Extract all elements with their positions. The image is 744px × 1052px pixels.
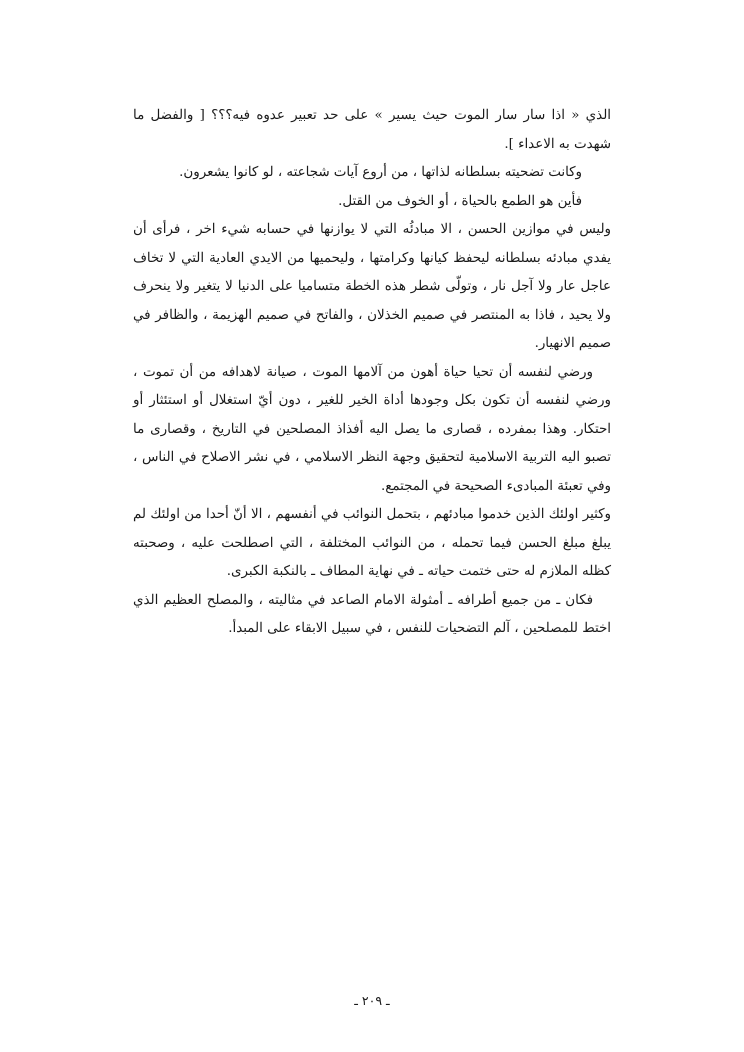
page-body [133,102,611,644]
paragraph: وليس في موازين الحسن ، الا مبادئُه التي لا يوازنها في حسابه شيء اخر ، فرأى أن يفدي مبادئه بسلطانه ليحفظ كيانها وكرامتها ، وليحميها من الايدي العادية التي لا تخاف عاجل عار ولا آجل نار ، وتولّى شطر هذه الخطة متساميا على الدنيا لا يتغير ولا ينحرف ولا يحيد ، فاذا به المنتصر في صميم الخذلان ، والفاتح في صميم الهزيمة ، والظافر في صميم الانهيار. [133,222,611,351]
paragraph: وكثير اولئك الذين خدموا مبادئهم ، بتحمل النوائب في أنفسهم ، الا أنّ أحدا من اولئك لم يبلغ مبلغ الحسن فيما تحمله ، من النوائب المختلفة ، التي اصطلحت عليه ، وصحبته كظله الملازم له حتى ختمت حياته ـ في نهاية المطاف ـ بالنكبة الكبرى. [133,507,611,579]
page-number: ـ ٢٠٩ ـ [354,993,390,1008]
paragraph: الذي « اذا سار سار الموت حيث يسير » على حد تعبير عدوه فيه؟؟؟ [ والفضل ما شهدت به الاعداء ]. [133,108,611,152]
paragraph: فكان ـ من جميع أطرافه ـ أمثولة الامام الصاعد في مثاليته ، والمصلح العظيم الذي اختط للمصلحين ، آلم التضحيات للنفس ، في سبيل الابقاء على المبدأ. [133,592,611,636]
paragraph: فأين هو الطمع بالحياة ، أو الخوف من القتل. [338,193,582,209]
paragraph: ورضي لنفسه أن تحيا حياة أهون من آلامها الموت ، صيانة لاهدافه من أن تموت ، ورضي لنفسه أن تكون بكل وجودها أداة الخير للغير ، دون أيّ استغلال أو استئثار أو احتكار. وهذا بمفرده ، قصارى ما يصل اليه أفذاذ المصلحين في التاريخ ، وقصارى ما تصبو اليه التربية الاسلامية لتحقيق وجهة النظر الاسلامي ، في نشر الاصلاح في الناس ، وفي تعبئة المبادىء الصحيحة في المجتمع. [133,364,611,494]
paragraph: وكانت تضحيته بسلطانه لذاتها ، من أروع آيات شجاعته ، لو كانوا يشعرون. [179,165,582,180]
